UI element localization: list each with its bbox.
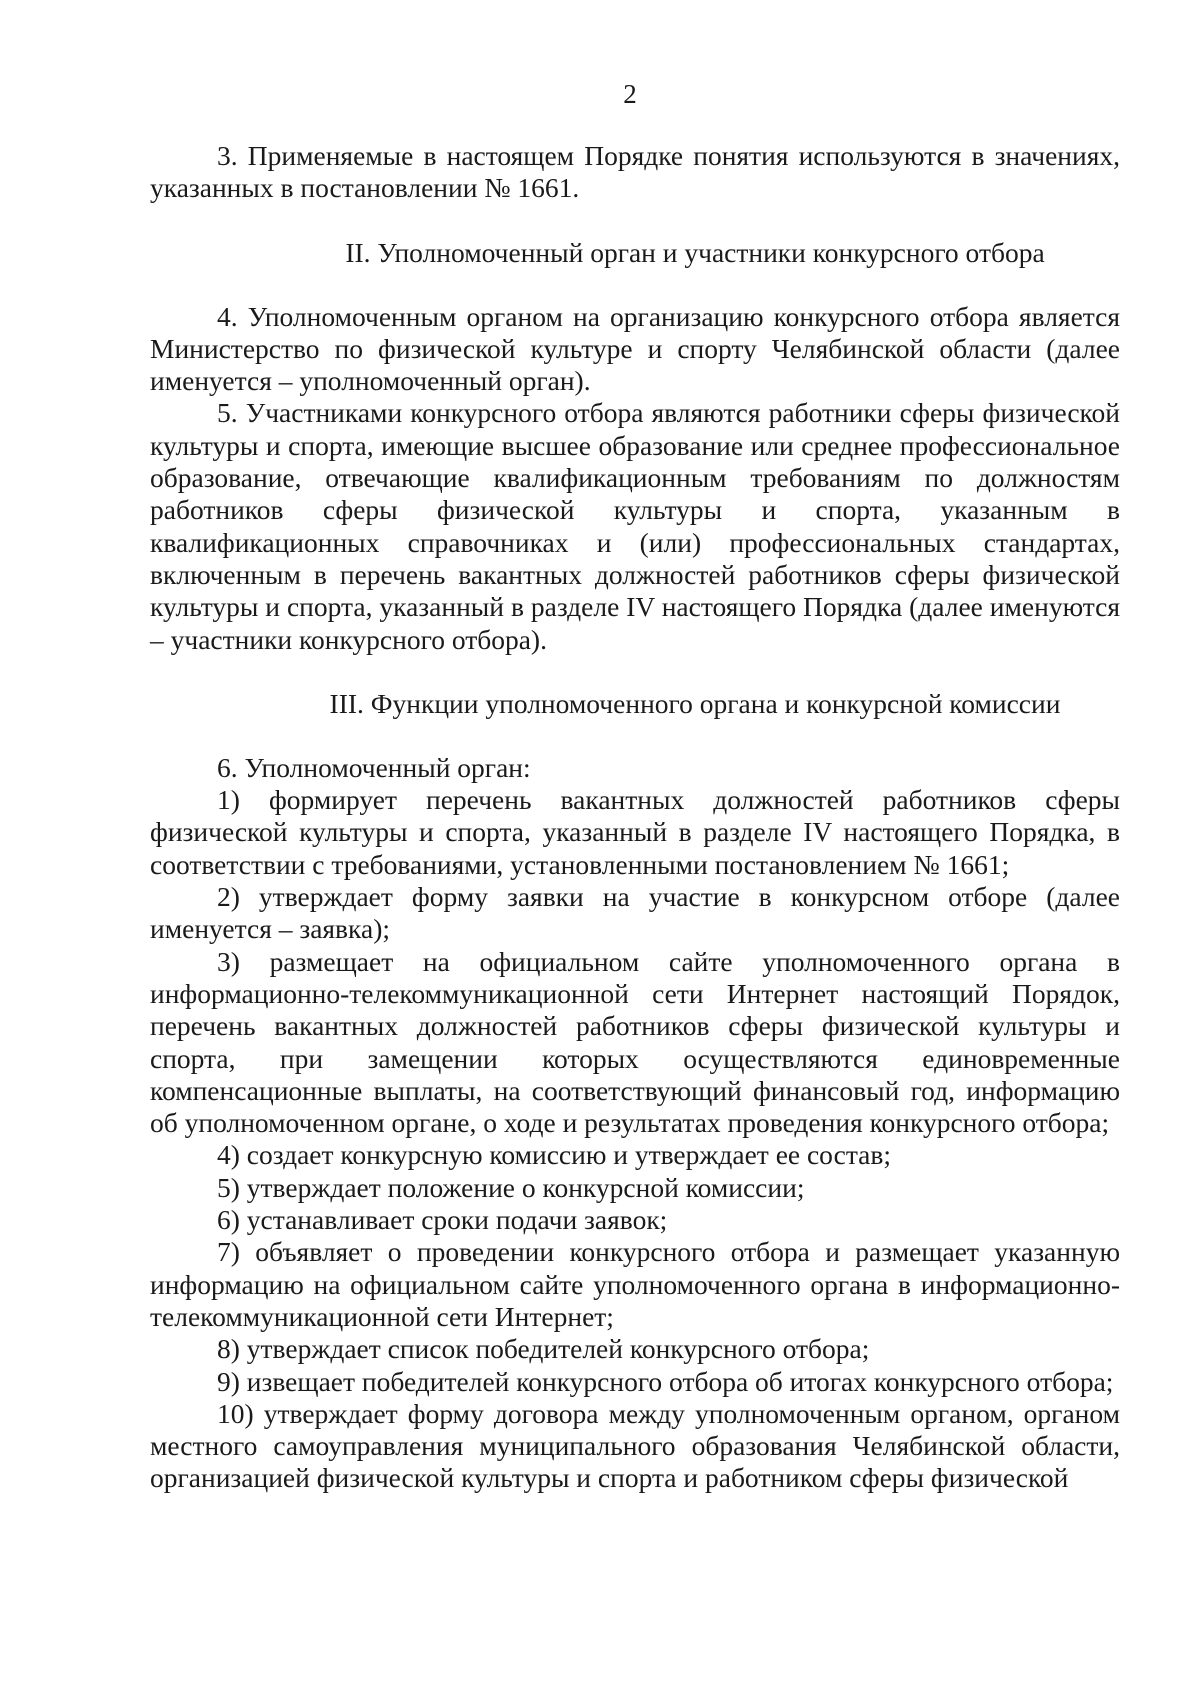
- list-item-7: 7) объявляет о проведении конкурсного отбора и размещает указанную информацию на официальном сайте уполномоченного органа в информационно-телекоммуникационной сети Интернет;: [150, 1236, 1120, 1332]
- list-item-6: 6) устанавливает сроки подачи заявок;: [217, 1204, 668, 1236]
- paragraph-6-intro: 6. Уполномоченный орган:: [217, 751, 531, 783]
- list-item-10: 10) утверждает форму договора между уполномоченным органом, органом местного самоуправления муниципального образования Челябинской области, организацией физической культуры и спорта и работником сферы физической: [150, 1397, 1120, 1494]
- list-item-8: 8) утверждает список победителей конкурсного отбора;: [217, 1333, 870, 1365]
- list-item-4: 4) создает конкурсную комиссию и утверждает ее состав;: [217, 1139, 892, 1171]
- list-item-5: 5) утверждает положение о конкурсной комиссии;: [217, 1171, 805, 1203]
- paragraph-5: 5. Участниками конкурсного отбора являются работники сферы физической культуры и спорта, имеющие высшее образование или среднее профессиональное образование, отвечающие квалификационным требованиям по должностям работников сферы физической культуры и спорта, указанным в квалификационных справочниках и (или) профессиональных стандартах, включенным в перечень вакантных должностей работников сферы физической культуры и спорта, указанный в разделе IV настоящего Порядка (далее именуются – участники конкурсного отбора).: [150, 397, 1120, 655]
- paragraph-4: 4. Уполномоченным органом на организацию конкурсного отбора является Министерство по физической культуре и спорту Челябинской области (далее именуется – уполномоченный орган).: [150, 300, 1120, 397]
- paragraph-3: 3. Применяемые в настоящем Порядке понятия используются в значениях, указанных в постановлении № 1661.: [150, 140, 1120, 204]
- section-2-heading: II. Уполномоченный орган и участники конкурсного отбора: [345, 236, 1045, 268]
- list-item-1: 1) формирует перечень вакантных должностей работников сферы физической культуры и спорта, указанный в разделе IV настоящего Порядка, в соответствии с требованиями, установленными постановлением № 1661;: [150, 784, 1120, 880]
- document-body: [150, 140, 1120, 1495]
- page-number: 2: [623, 79, 637, 109]
- section-3-heading: III. Функции уполномоченного органа и конкурсной комиссии: [329, 687, 1061, 719]
- list-item-3: 3) размещает на официальном сайте уполномоченного органа в информационно-телекоммуникационной сети Интернет настоящий Порядок, перечень вакантных должностей работников сферы физической культуры и спорта, при замещении которых осуществляются единовременные компенсационные выплаты, на соответствующий финансовый год, информацию об уполномоченном органе, о ходе и результатах проведения конкурсного отбора;: [150, 945, 1120, 1139]
- list-item-2: 2) утверждает форму заявки на участие в конкурсном отборе (далее именуется – заявка);: [150, 881, 1120, 945]
- list-item-9: 9) извещает победителей конкурсного отбора об итогах конкурсного отбора;: [217, 1365, 1114, 1397]
